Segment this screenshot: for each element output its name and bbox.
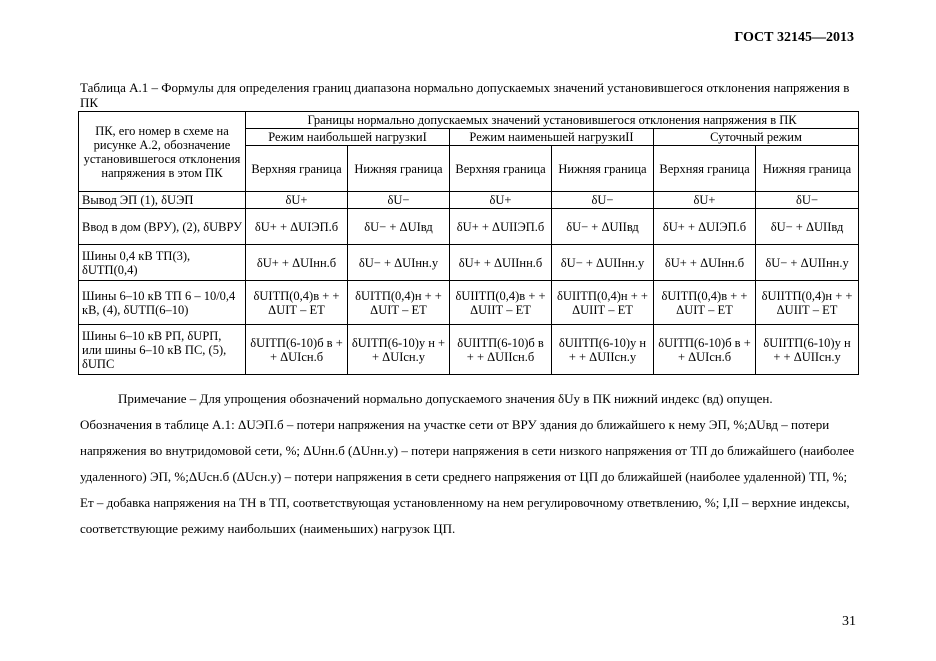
mode-min-load: Режим наименьшей нагрузкиII [450, 129, 654, 146]
formula-cell: δU+ + ΔUIнн.б [654, 245, 756, 281]
table-caption: Таблица А.1 – Формулы для определения границ диапазона нормально допускаемых значений установившегося отклонения напряжения в ПК [80, 80, 850, 110]
formula-cell: δU+ [450, 192, 552, 209]
table-row [79, 281, 859, 325]
formula-cell: δU+ + ΔUIIнн.б [450, 245, 552, 281]
row-label: Ввод в дом (ВРУ), (2), δUВРУ [79, 209, 246, 245]
table-row [79, 245, 859, 281]
formula-cell: δU+ [654, 192, 756, 209]
formula-table [78, 111, 859, 375]
formula-cell: δUIТП(6-10)б в + + ΔUIсн.б [654, 325, 756, 375]
legend-text: Обозначения в таблице А.1: ΔUЭП.б – потери напряжения на участке сети от ВРУ здания до ближайшего к нему ЭП, %;ΔUвд – потери напряжения во внутридомовой сети, %; ΔUнн.б (ΔUнн.у) – потери напряжения в сети низкого напряжения от ТП до ближайшего (наиболее удаленного) ЭП, %;ΔUсн.б (ΔUсн.у) – потери напряжения в сети среднего напряжения от ЦП до ближайшей (наиболее удаленной) ТП, %; Eт – добавка напряжения на ТН в ТП, соответствующая установленному на нем регулировочному ответвлению, %; I,II – верхние индексы, соответствующие режиму наибольших (наименьших) нагрузок ЦП. [80, 417, 855, 536]
table-row [79, 209, 859, 245]
bound-header: Нижняя граница [756, 146, 859, 192]
formula-cell: δU+ [246, 192, 348, 209]
row-label: Шины 6–10 кВ ТП 6 – 10/0,4 кВ, (4), δUТП(6–10) [79, 281, 246, 325]
formula-cell: δU+ + ΔUIЭП.б [654, 209, 756, 245]
formula-cell: δU+ + ΔUIнн.б [246, 245, 348, 281]
page-number: 31 [842, 614, 856, 629]
group-header: Границы нормально допускаемых значений установившегося отклонения напряжения в ПК [246, 112, 859, 129]
formula-cell: δU+ + ΔUIIЭП.б [450, 209, 552, 245]
formula-cell: δU− + ΔUIвд [348, 209, 450, 245]
formula-cell: δUIТП(6-10)у н + + ΔUIсн.у [348, 325, 450, 375]
formula-cell: δU+ + ΔUIЭП.б [246, 209, 348, 245]
formula-cell: δUIIТП(0,4)н + + ΔUIIТ – EТ [756, 281, 859, 325]
bound-header: Верхняя граница [450, 146, 552, 192]
bound-header: Верхняя граница [246, 146, 348, 192]
formula-cell: δU− + ΔUIIвд [756, 209, 859, 245]
row-label: Шины 0,4 кВ ТП(3), δUТП(0,4) [79, 245, 246, 281]
formula-cell: δU− + ΔUIнн.у [348, 245, 450, 281]
bound-header: Нижняя граница [348, 146, 450, 192]
table-row [79, 325, 859, 375]
note-block [80, 386, 860, 542]
formula-cell: δU− + ΔUIIнн.у [756, 245, 859, 281]
bound-header: Верхняя граница [654, 146, 756, 192]
mode-daily: Суточный режим [654, 129, 859, 146]
formula-cell: δU− + ΔUIIвд [552, 209, 654, 245]
table-row [79, 192, 859, 209]
bound-header: Нижняя граница [552, 146, 654, 192]
document-code: ГОСТ 32145—2013 [734, 30, 854, 45]
formula-cell: δUIIТП(0,4)н + + ΔUIIТ – EТ [552, 281, 654, 325]
formula-cell: δUIIТП(6-10)у н + + ΔUIIсн.у [552, 325, 654, 375]
formula-cell: δU− [348, 192, 450, 209]
formula-cell: δUIIТП(6-10)б в + + ΔUIIсн.б [450, 325, 552, 375]
formula-cell: δUIIТП(0,4)в + + ΔUIIТ – EТ [450, 281, 552, 325]
formula-cell: δUIТП(6-10)б в + + ΔUIсн.б [246, 325, 348, 375]
col1-header: ПК, его номер в схеме на рисунке А.2, обозначение установившегося отклонения напряжения в этом ПК [79, 112, 246, 192]
formula-cell: δU− + ΔUIIнн.у [552, 245, 654, 281]
formula-cell: δU− [756, 192, 859, 209]
row-label: Вывод ЭП (1), δUЭП [79, 192, 246, 209]
note-text: Примечание – Для упрощения обозначений нормально допускаемого значения δUу в ПК нижний индекс (вд) опущен. [118, 391, 773, 406]
mode-max-load: Режим наибольшей нагрузкиI [246, 129, 450, 146]
formula-cell: δUIТП(0,4)в + + ΔUIТ – EТ [654, 281, 756, 325]
formula-cell: δU− [552, 192, 654, 209]
table-header-row [79, 112, 859, 129]
formula-cell: δUIIТП(6-10)у н + + ΔUIIсн.у [756, 325, 859, 375]
row-label: Шины 6–10 кВ РП, δUРП, или шины 6–10 кВ ПС, (5), δUПС [79, 325, 246, 375]
formula-cell: δUIТП(0,4)н + + ΔUIТ – EТ [348, 281, 450, 325]
formula-cell: δUIТП(0,4)в + + ΔUIТ – EТ [246, 281, 348, 325]
